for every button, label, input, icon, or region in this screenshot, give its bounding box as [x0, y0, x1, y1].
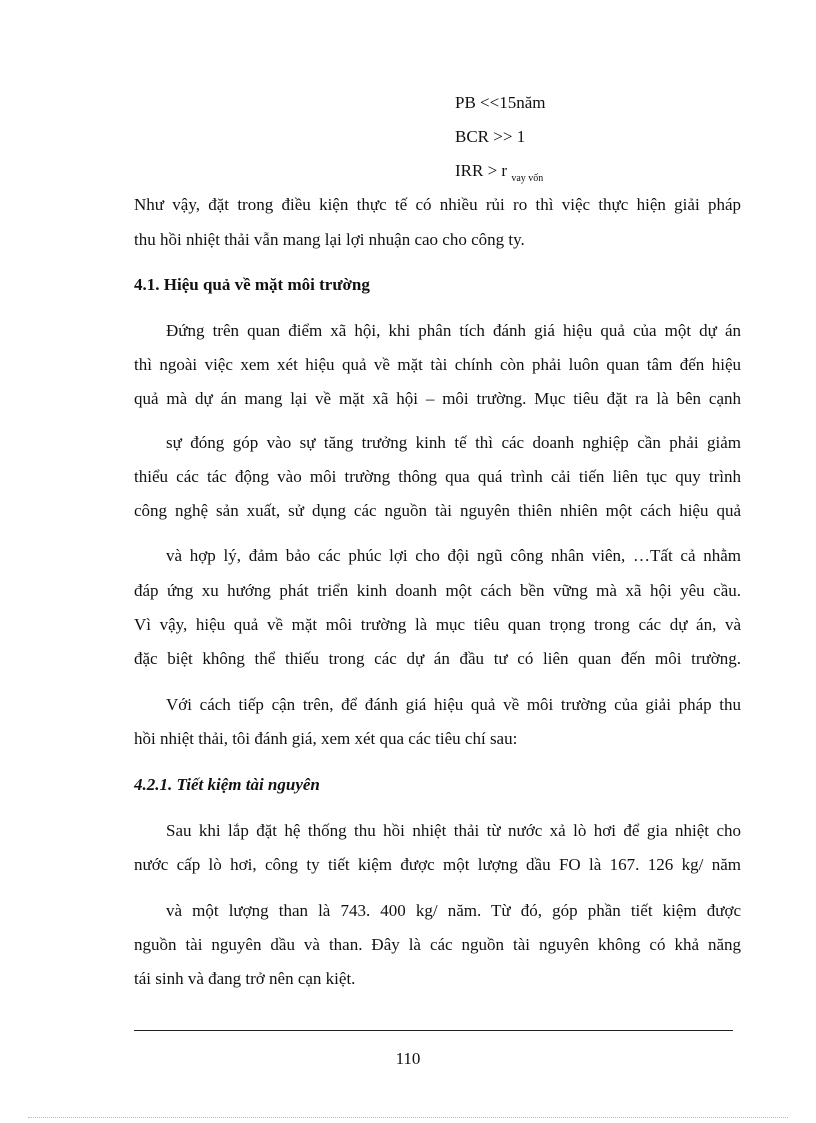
approach-line-1: Với cách tiếp cận trên, để đánh giá hiệu quả về môi trường của giải pháp thu [166, 695, 741, 714]
env-line-5: thiểu các tác động vào môi trường thông qua quá trình cải tiến liên tục quy trình [134, 467, 741, 486]
saving-line-3: và một lượng than là 743. 400 kg/ năm. Từ đó, góp phần tiết kiệm được [166, 901, 741, 920]
saving-line-2: nước cấp lò hơi, công ty tiết kiệm được một lượng dầu FO là 167. 126 kg/ năm [134, 855, 741, 874]
env-line-9: Vì vậy, hiệu quả về mặt môi trường là mục tiêu quan trọng trong các dự án, và [134, 615, 741, 634]
condition-irr-main: IRR > r [455, 161, 508, 180]
page-edge-dots [28, 1117, 788, 1118]
saving-line-5: tái sinh và đang trở nên cạn kiệt. [134, 969, 356, 988]
env-line-1: Đứng trên quan điểm xã hội, khi phân tích đánh giá hiệu quả của một dự án [166, 321, 741, 340]
env-line-7: và hợp lý, đảm bảo các phúc lợi cho đội ngũ công nhân viên, …Tất cả nhằm [166, 546, 741, 565]
footer-rule [134, 1030, 733, 1031]
condition-bcr: BCR >> 1 [455, 127, 526, 146]
env-line-3: quả mà dự án mang lại về mặt xã hội – môi trường. Mục tiêu đặt ra là bên cạnh [134, 389, 741, 408]
section-heading: 4.1. Hiệu quả về mặt môi trường [134, 275, 370, 294]
condition-irr [455, 160, 543, 185]
env-line-2: thì ngoài việc xem xét hiệu quả về mặt tài chính còn phải luôn quan tâm đến hiệu [134, 355, 741, 374]
intro-line-2: thu hồi nhiệt thải vẫn mang lại lợi nhuận cao cho công ty. [134, 230, 525, 249]
env-line-4: sự đóng góp vào sự tăng trưởng kinh tế thì các doanh nghiệp cần phải giảm [166, 433, 741, 452]
condition-pb: PB <<15năm [455, 93, 546, 112]
page-number: 110 [395, 1049, 421, 1068]
approach-line-2: hồi nhiệt thải, tôi đánh giá, xem xét qua các tiêu chí sau: [134, 729, 518, 748]
env-line-10: đặc biệt không thể thiếu trong các dự án đầu tư có liên quan đến môi trường. [134, 649, 741, 668]
env-line-8: đáp ứng xu hướng phát triển kinh doanh một cách bền vững mà xã hội yêu cầu. [134, 581, 741, 600]
saving-line-1: Sau khi lắp đặt hệ thống thu hồi nhiệt thải từ nước xả lò hơi để gia nhiệt cho [166, 821, 741, 840]
condition-irr-subscript: vay vốn [511, 173, 544, 184]
saving-line-4: nguồn tài nguyên dầu và than. Đây là các nguồn tài nguyên không có khả năng [134, 935, 741, 954]
intro-line-1: Như vậy, đặt trong điều kiện thực tế có nhiều rủi ro thì việc thực hiện giải pháp [134, 195, 741, 214]
env-line-6: công nghệ sản xuất, sử dụng các nguồn tài nguyên thiên nhiên một cách hiệu quả [134, 501, 741, 520]
subsection-heading: 4.2.1. Tiết kiệm tài nguyên [134, 775, 320, 794]
